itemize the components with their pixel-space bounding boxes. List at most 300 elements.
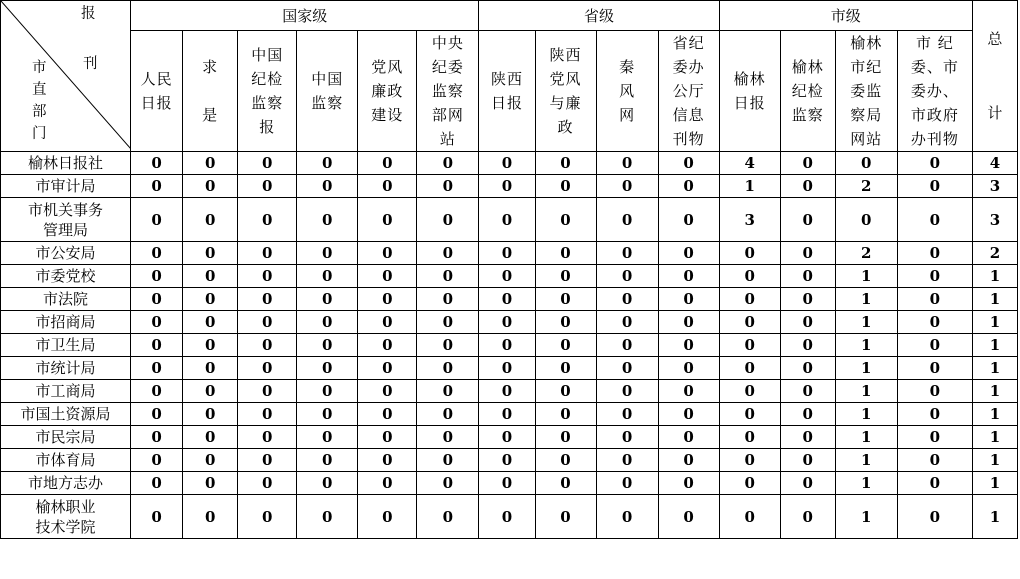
value-cell: 1: [719, 175, 780, 198]
corner-bottom-label-1: 市: [32, 60, 47, 76]
column-header-3: [297, 31, 358, 152]
value-cell: 0: [535, 495, 596, 539]
value-cell: 0: [183, 380, 238, 403]
value-cell: 0: [658, 152, 719, 175]
group-header-row: [1, 1, 1018, 31]
department-name: 市法院: [43, 290, 89, 308]
value-cell: 2: [835, 175, 897, 198]
value-cell: 0: [719, 357, 780, 380]
value-cell: 0: [238, 380, 297, 403]
value-cell: 0: [835, 152, 897, 175]
value-cell: 0: [417, 472, 479, 495]
value-cell: 0: [596, 472, 658, 495]
value-cell: 0: [535, 403, 596, 426]
column-header-line: 中央: [431, 34, 464, 52]
value-cell: 0: [131, 198, 183, 242]
value-cell: 0: [131, 288, 183, 311]
department-cell: [1, 242, 131, 265]
corner-diagonal-line: [1, 1, 131, 149]
value-cell: 1: [835, 426, 897, 449]
value-cell: 0: [719, 334, 780, 357]
column-header-line: 市 纪: [915, 34, 954, 52]
value-cell: 0: [535, 311, 596, 334]
value-cell: 0: [238, 403, 297, 426]
value-cell: 1: [835, 311, 897, 334]
value-cell: 0: [358, 311, 417, 334]
value-cell: 0: [183, 472, 238, 495]
value-cell: 0: [596, 265, 658, 288]
column-header-line: 风: [619, 82, 636, 100]
value-cell: 0: [238, 495, 297, 539]
value-cell: 0: [417, 288, 479, 311]
value-cell: 0: [719, 242, 780, 265]
department-cell: [1, 152, 131, 175]
value-cell: 0: [658, 198, 719, 242]
column-header-7: [535, 31, 596, 152]
value-cell: 1: [835, 357, 897, 380]
value-cell: 0: [897, 449, 972, 472]
value-cell: 1: [835, 449, 897, 472]
column-header-13: [897, 31, 972, 152]
value-cell: 0: [596, 380, 658, 403]
column-header-5: [417, 31, 479, 152]
value-cell: 0: [780, 198, 835, 242]
value-cell: 0: [358, 334, 417, 357]
value-cell: 0: [417, 265, 479, 288]
value-cell: 0: [417, 403, 479, 426]
total-header: [972, 1, 1017, 152]
value-cell: 0: [897, 311, 972, 334]
value-cell: 0: [780, 265, 835, 288]
value-cell: 0: [535, 380, 596, 403]
table-row: [1, 380, 1018, 403]
column-header-line: 报: [259, 118, 276, 136]
value-cell: 0: [479, 334, 535, 357]
column-header-line: 委、市: [910, 58, 959, 76]
value-cell: 4: [719, 152, 780, 175]
department-cell: [1, 472, 131, 495]
value-cell: 0: [358, 242, 417, 265]
column-header-line: 榆林: [791, 58, 824, 76]
value-cell: 0: [417, 175, 479, 198]
column-header-line: 委办: [672, 58, 705, 76]
total-cell: 1: [972, 288, 1017, 311]
value-cell: 0: [238, 198, 297, 242]
column-header-11: [780, 31, 835, 152]
table-body: [1, 152, 1018, 539]
table-row: [1, 242, 1018, 265]
department-name: 榆林职业: [35, 497, 96, 516]
value-cell: 0: [297, 175, 358, 198]
value-cell: 0: [131, 265, 183, 288]
value-cell: 0: [297, 426, 358, 449]
value-cell: 0: [297, 334, 358, 357]
department-cell: [1, 175, 131, 198]
value-cell: 0: [358, 380, 417, 403]
value-cell: 0: [535, 449, 596, 472]
value-cell: 0: [131, 311, 183, 334]
column-header-line: 市政府: [910, 106, 959, 124]
column-header-line: 监察: [791, 106, 824, 124]
value-cell: 0: [358, 198, 417, 242]
value-cell: 0: [131, 152, 183, 175]
value-cell: 0: [897, 175, 972, 198]
column-header-line: 网: [619, 106, 636, 124]
total-cell: 3: [972, 198, 1017, 242]
value-cell: 0: [238, 472, 297, 495]
column-header-line: 党风: [549, 70, 582, 88]
value-cell: 0: [183, 334, 238, 357]
value-cell: 0: [479, 175, 535, 198]
column-header-line: 陕西: [490, 70, 523, 88]
value-cell: 0: [183, 495, 238, 539]
column-header-line: 陕西: [549, 46, 582, 64]
value-cell: 0: [417, 449, 479, 472]
department-cell: [1, 357, 131, 380]
value-cell: 0: [897, 198, 972, 242]
value-cell: 0: [596, 311, 658, 334]
department-name: 市统计局: [35, 359, 96, 377]
value-cell: 0: [780, 472, 835, 495]
value-cell: 0: [719, 311, 780, 334]
value-cell: 1: [835, 265, 897, 288]
value-cell: 2: [835, 242, 897, 265]
value-cell: 0: [238, 334, 297, 357]
column-header-line: 是: [202, 106, 219, 124]
value-cell: 0: [183, 152, 238, 175]
value-cell: 0: [238, 311, 297, 334]
total-cell: 1: [972, 380, 1017, 403]
total-cell: 1: [972, 472, 1017, 495]
column-header-line: 建设: [371, 106, 404, 124]
value-cell: 1: [835, 472, 897, 495]
department-name: 榆林日报社: [28, 154, 104, 172]
column-header-line: 纪检: [251, 70, 284, 88]
column-header-line: 刊物: [672, 130, 705, 148]
value-cell: 0: [358, 265, 417, 288]
column-header-line: 榆林: [850, 34, 883, 52]
value-cell: 0: [479, 426, 535, 449]
value-cell: 0: [780, 357, 835, 380]
value-cell: 0: [131, 495, 183, 539]
column-header-line: 中国: [311, 70, 344, 88]
value-cell: 0: [596, 242, 658, 265]
value-cell: 0: [835, 198, 897, 242]
column-header-line: 政: [557, 118, 574, 136]
column-header-line: 部网: [431, 106, 464, 124]
value-cell: 0: [535, 426, 596, 449]
value-cell: 0: [358, 472, 417, 495]
value-cell: 1: [835, 288, 897, 311]
value-cell: 0: [417, 311, 479, 334]
value-cell: 0: [358, 403, 417, 426]
table-row: [1, 403, 1018, 426]
column-header-line: 与廉: [549, 94, 582, 112]
value-cell: 0: [658, 495, 719, 539]
value-cell: 0: [780, 175, 835, 198]
value-cell: 0: [658, 380, 719, 403]
department-cell: [1, 265, 131, 288]
value-cell: 0: [297, 242, 358, 265]
column-header-line: 中国: [251, 46, 284, 64]
value-cell: 0: [131, 334, 183, 357]
column-header-10: [719, 31, 780, 152]
table-row: [1, 334, 1018, 357]
value-cell: 0: [417, 380, 479, 403]
value-cell: 0: [658, 311, 719, 334]
column-header-line: 公厅: [672, 82, 705, 100]
value-cell: 0: [596, 403, 658, 426]
column-header-line: 纪检: [791, 82, 824, 100]
value-cell: 3: [719, 198, 780, 242]
value-cell: 0: [596, 495, 658, 539]
value-cell: 0: [479, 472, 535, 495]
group-provincial-header: 省级: [479, 1, 719, 31]
value-cell: 0: [719, 426, 780, 449]
value-cell: 0: [780, 311, 835, 334]
column-header-line: 网站: [850, 130, 883, 148]
value-cell: 0: [479, 380, 535, 403]
value-cell: 0: [358, 152, 417, 175]
value-cell: 0: [131, 242, 183, 265]
department-name: 市审计局: [35, 177, 96, 195]
value-cell: 0: [479, 152, 535, 175]
total-cell: 1: [972, 403, 1017, 426]
total-cell: 4: [972, 152, 1017, 175]
value-cell: 0: [897, 242, 972, 265]
value-cell: 0: [535, 152, 596, 175]
column-header-line: 党风: [371, 58, 404, 76]
department-cell: [1, 198, 131, 242]
total-cell: 3: [972, 175, 1017, 198]
value-cell: 0: [719, 449, 780, 472]
value-cell: 0: [297, 495, 358, 539]
value-cell: 0: [479, 311, 535, 334]
group-national-header: 国家级: [131, 1, 479, 31]
column-header-line: 日报: [490, 94, 523, 112]
value-cell: 0: [238, 265, 297, 288]
total-cell: 1: [972, 311, 1017, 334]
column-header-line: 站: [439, 130, 456, 148]
value-cell: 0: [897, 472, 972, 495]
corner-bottom-label-4: 门: [32, 126, 47, 142]
value-cell: 0: [780, 495, 835, 539]
value-cell: 0: [297, 357, 358, 380]
column-header-1: [183, 31, 238, 152]
corner-header-cell: [1, 1, 131, 152]
value-cell: 0: [297, 288, 358, 311]
department-cell: [1, 380, 131, 403]
value-cell: 0: [780, 426, 835, 449]
value-cell: 1: [835, 495, 897, 539]
column-header-line: 省纪: [672, 34, 705, 52]
value-cell: 0: [183, 426, 238, 449]
value-cell: 0: [297, 472, 358, 495]
table-row: [1, 265, 1018, 288]
value-cell: 0: [658, 175, 719, 198]
corner-top-label-1: 报: [81, 6, 96, 22]
total-cell: 1: [972, 265, 1017, 288]
department-name: 市地方志办: [28, 474, 104, 492]
value-cell: 0: [238, 152, 297, 175]
value-cell: 0: [417, 334, 479, 357]
value-cell: 0: [897, 265, 972, 288]
value-cell: 0: [417, 152, 479, 175]
total-cell: 1: [972, 334, 1017, 357]
value-cell: 0: [417, 495, 479, 539]
column-header-12: [835, 31, 897, 152]
value-cell: 0: [658, 472, 719, 495]
table-row: [1, 311, 1018, 334]
value-cell: 0: [297, 311, 358, 334]
value-cell: 0: [297, 198, 358, 242]
value-cell: 0: [719, 288, 780, 311]
value-cell: 0: [131, 426, 183, 449]
value-cell: 1: [835, 403, 897, 426]
value-cell: 0: [535, 198, 596, 242]
value-cell: 0: [297, 403, 358, 426]
value-cell: 0: [780, 403, 835, 426]
value-cell: 0: [183, 311, 238, 334]
group-city-header: 市级: [719, 1, 972, 31]
value-cell: 0: [417, 357, 479, 380]
column-header-line: 监察: [311, 94, 344, 112]
value-cell: 0: [183, 198, 238, 242]
value-cell: 0: [479, 265, 535, 288]
value-cell: 0: [238, 175, 297, 198]
table-row: [1, 152, 1018, 175]
value-cell: 0: [897, 288, 972, 311]
value-cell: 0: [658, 265, 719, 288]
value-cell: 0: [297, 380, 358, 403]
table-row: [1, 449, 1018, 472]
value-cell: 0: [719, 495, 780, 539]
department-name: 管理局: [43, 220, 89, 239]
column-header-8: [596, 31, 658, 152]
value-cell: 0: [131, 472, 183, 495]
value-cell: 0: [358, 357, 417, 380]
value-cell: 0: [238, 449, 297, 472]
value-cell: 0: [297, 152, 358, 175]
value-cell: 0: [780, 242, 835, 265]
value-cell: 0: [238, 357, 297, 380]
value-cell: 0: [183, 449, 238, 472]
table-row: [1, 288, 1018, 311]
department-cell: [1, 311, 131, 334]
value-cell: 0: [183, 265, 238, 288]
corner-bottom-label-3: 部: [32, 104, 47, 120]
table-row: [1, 472, 1018, 495]
total-header-char-2: 计: [987, 104, 1003, 122]
department-cell: [1, 403, 131, 426]
department-name: 技术学院: [35, 517, 96, 536]
value-cell: 0: [183, 403, 238, 426]
value-cell: 0: [417, 242, 479, 265]
department-name: 市机关事务: [28, 200, 104, 219]
value-cell: 0: [897, 334, 972, 357]
column-header-line: 日报: [733, 94, 766, 112]
value-cell: 0: [479, 242, 535, 265]
column-header-line: 监察: [251, 94, 284, 112]
total-cell: 1: [972, 449, 1017, 472]
value-cell: 0: [417, 426, 479, 449]
corner-bottom-label-2: 直: [32, 82, 47, 98]
column-header-6: [479, 31, 535, 152]
value-cell: 0: [238, 288, 297, 311]
column-header-line: 秦: [619, 58, 636, 76]
value-cell: 0: [658, 288, 719, 311]
value-cell: 0: [897, 380, 972, 403]
department-cell: [1, 449, 131, 472]
value-cell: 0: [535, 265, 596, 288]
value-cell: 0: [897, 152, 972, 175]
value-cell: 0: [131, 380, 183, 403]
table-row: [1, 198, 1018, 242]
value-cell: 0: [183, 357, 238, 380]
column-header-line: 察局: [850, 106, 883, 124]
total-cell: 1: [972, 357, 1017, 380]
value-cell: 0: [535, 472, 596, 495]
value-cell: 0: [596, 449, 658, 472]
value-cell: 0: [183, 242, 238, 265]
column-header-9: [658, 31, 719, 152]
value-cell: 0: [596, 334, 658, 357]
value-cell: 0: [358, 288, 417, 311]
column-header-4: [358, 31, 417, 152]
total-cell: 2: [972, 242, 1017, 265]
department-name: 市体育局: [35, 451, 96, 469]
value-cell: 1: [835, 380, 897, 403]
corner-top-label-2: 刊: [83, 56, 98, 72]
table-row: [1, 175, 1018, 198]
value-cell: 0: [596, 357, 658, 380]
value-cell: 0: [897, 495, 972, 539]
value-cell: 0: [131, 449, 183, 472]
table-row: [1, 357, 1018, 380]
value-cell: 0: [535, 175, 596, 198]
department-name: 市工商局: [35, 382, 96, 400]
value-cell: 0: [358, 495, 417, 539]
value-cell: 0: [658, 242, 719, 265]
value-cell: 0: [358, 449, 417, 472]
value-cell: 0: [658, 334, 719, 357]
total-cell: 1: [972, 426, 1017, 449]
value-cell: 0: [297, 265, 358, 288]
column-header-line: 纪委: [431, 58, 464, 76]
value-cell: 0: [780, 334, 835, 357]
department-name: 市卫生局: [35, 336, 96, 354]
value-cell: 1: [835, 334, 897, 357]
value-cell: 0: [535, 334, 596, 357]
department-cell: [1, 288, 131, 311]
column-header-line: 委办、: [910, 82, 959, 100]
value-cell: 0: [479, 403, 535, 426]
value-cell: 0: [479, 449, 535, 472]
value-cell: 0: [131, 357, 183, 380]
value-cell: 0: [596, 152, 658, 175]
total-cell: 1: [972, 495, 1017, 539]
value-cell: 0: [780, 449, 835, 472]
value-cell: 0: [719, 403, 780, 426]
value-cell: 0: [719, 380, 780, 403]
value-cell: 0: [596, 175, 658, 198]
department-cell: [1, 426, 131, 449]
value-cell: 0: [358, 175, 417, 198]
value-cell: 0: [131, 403, 183, 426]
value-cell: 0: [238, 242, 297, 265]
value-cell: 0: [658, 403, 719, 426]
department-name: 市国土资源局: [20, 405, 111, 423]
